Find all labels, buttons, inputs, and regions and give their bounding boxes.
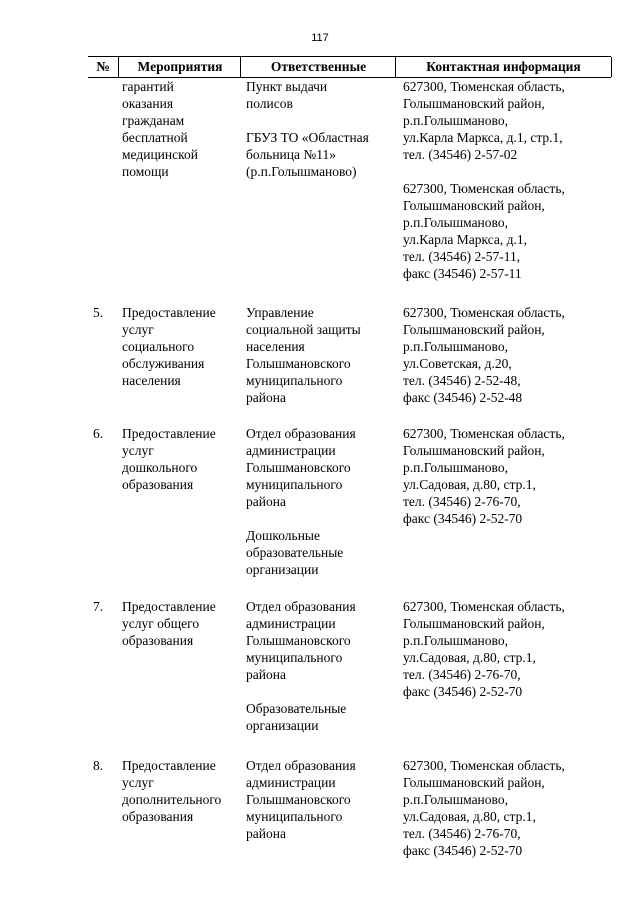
activity-line: Предоставление: [122, 758, 216, 773]
row-contacts: [403, 78, 565, 299]
contact-entry: [403, 304, 565, 406]
contact-line: 627300, Тюменская область,: [403, 599, 565, 614]
row-responsible: [246, 425, 356, 595]
contact-line: факс (34546) 2-52-70: [403, 843, 523, 858]
row-contacts: [403, 425, 565, 544]
responsible-entry: [246, 78, 369, 112]
row-contacts: [403, 757, 565, 876]
responsible-line: Голышмановского: [246, 356, 351, 371]
contact-line: Голышмановский район,: [403, 96, 545, 111]
responsible-line: Пункт выдачи: [246, 79, 328, 94]
contact-line: тел. (34546) 2-57-11,: [403, 249, 521, 264]
contact-entry: [403, 598, 565, 700]
responsible-line: Образовательные: [246, 701, 347, 716]
contact-line: тел. (34546) 2-52-48,: [403, 373, 521, 388]
responsible-line: Управление: [246, 305, 314, 320]
responsible-line: Голышмановского: [246, 633, 351, 648]
responsible-entry: [246, 700, 356, 734]
responsible-line: населения: [246, 339, 305, 354]
contact-line: 627300, Тюменская область,: [403, 181, 565, 196]
responsible-line: администрации: [246, 443, 336, 458]
responsible-line: организации: [246, 562, 319, 577]
activity-line: дополнительного: [122, 792, 222, 807]
contact-line: р.п.Голышманово,: [403, 113, 508, 128]
contact-line: ул.Садовая, д.80, стр.1,: [403, 650, 536, 665]
contact-line: Голышмановский район,: [403, 198, 545, 213]
responsible-line: ГБУЗ ТО «Областная: [246, 130, 369, 145]
activity-line: услуг: [122, 322, 154, 337]
responsible-line: (р.п.Голышманово): [246, 164, 357, 179]
activity-line: социального: [122, 339, 195, 354]
responsible-line: Отдел образования: [246, 599, 356, 614]
header-num: №: [96, 59, 110, 74]
activity-line: оказания: [122, 96, 174, 111]
contact-line: факс (34546) 2-52-48: [403, 390, 523, 405]
responsible-entry: [246, 527, 356, 578]
responsible-line: муниципального: [246, 650, 343, 665]
responsible-line: района: [246, 390, 286, 405]
activity-line: гражданам: [122, 113, 185, 128]
responsible-entry: [246, 304, 361, 406]
contact-line: Голышмановский район,: [403, 616, 545, 631]
contact-line: р.п.Голышманово,: [403, 215, 508, 230]
contact-line: ул.Садовая, д.80, стр.1,: [403, 809, 536, 824]
activity-line: бесплатной: [122, 130, 188, 145]
header-responsible: Ответственные: [240, 57, 396, 77]
contact-entry: [403, 425, 565, 527]
activity-line: Предоставление: [122, 426, 216, 441]
contact-line: р.п.Голышманово,: [403, 460, 508, 475]
contact-entry: [403, 180, 565, 282]
activity-line: Предоставление: [122, 305, 216, 320]
responsible-line: района: [246, 826, 286, 841]
activity-line: обслуживания: [122, 356, 205, 371]
responsible-line: муниципального: [246, 373, 343, 388]
responsible-line: Отдел образования: [246, 758, 356, 773]
contact-line: факс (34546) 2-52-70: [403, 684, 523, 699]
responsible-line: Голышмановского: [246, 460, 351, 475]
contact-line: факс (34546) 2-57-11: [403, 266, 522, 281]
responsible-line: района: [246, 494, 286, 509]
contact-line: тел. (34546) 2-76-70,: [403, 494, 521, 509]
activity-line: образования: [122, 477, 194, 492]
responsible-line: администрации: [246, 616, 336, 631]
row-number: 5.: [93, 305, 104, 320]
responsible-line: муниципального: [246, 809, 343, 824]
row-activity: [122, 598, 216, 649]
responsible-entry: [246, 129, 369, 180]
responsible-line: полисов: [246, 96, 293, 111]
row-number: 8.: [93, 758, 104, 773]
activity-line: дошкольного: [122, 460, 198, 475]
row-activity: [122, 425, 216, 493]
activity-line: образования: [122, 633, 194, 648]
row-responsible: [246, 757, 356, 859]
header-activity: Мероприятия: [118, 57, 241, 77]
contact-line: тел. (34546) 2-76-70,: [403, 667, 521, 682]
table-header: [88, 56, 611, 78]
contact-line: тел. (34546) 2-76-70,: [403, 826, 521, 841]
contact-line: Голышмановский район,: [403, 322, 545, 337]
contact-line: р.п.Голышманово,: [403, 339, 508, 354]
responsible-line: Дошкольные: [246, 528, 320, 543]
activity-line: населения: [122, 373, 181, 388]
activity-line: Предоставление: [122, 599, 216, 614]
responsible-line: социальной защиты: [246, 322, 361, 337]
contact-line: р.п.Голышманово,: [403, 792, 508, 807]
contact-line: ул.Карла Маркса, д.1, стр.1,: [403, 130, 563, 145]
contact-line: 627300, Тюменская область,: [403, 79, 565, 94]
row-number: 7.: [93, 599, 104, 614]
contact-line: ул.Советская, д.20,: [403, 356, 512, 371]
row-contacts: [403, 598, 565, 717]
row-responsible: [246, 304, 361, 423]
contact-line: Голышмановский район,: [403, 775, 545, 790]
contact-line: Голышмановский район,: [403, 443, 545, 458]
contact-entry: [403, 757, 565, 859]
page-number: 117: [311, 32, 329, 44]
responsible-line: муниципального: [246, 477, 343, 492]
responsible-entry: [246, 425, 356, 510]
responsible-line: района: [246, 667, 286, 682]
contact-line: ул.Карла Маркса, д.1,: [403, 232, 527, 247]
contact-line: 627300, Тюменская область,: [403, 758, 565, 773]
contact-line: тел. (34546) 2-57-02: [403, 147, 518, 162]
responsible-line: больница №11»: [246, 147, 337, 162]
contact-line: 627300, Тюменская область,: [403, 426, 565, 441]
row-responsible: [246, 78, 369, 197]
responsible-entry: [246, 598, 356, 683]
activity-line: гарантий: [122, 79, 174, 94]
responsible-line: образовательные: [246, 545, 344, 560]
responsible-line: Голышмановского: [246, 792, 351, 807]
row-contacts: [403, 304, 565, 423]
row-activity: [122, 78, 198, 180]
responsible-line: Отдел образования: [246, 426, 356, 441]
activity-line: помощи: [122, 164, 169, 179]
activity-line: образования: [122, 809, 194, 824]
row-number: 6.: [93, 426, 104, 441]
contact-line: 627300, Тюменская область,: [403, 305, 565, 320]
contact-line: ул.Садовая, д.80, стр.1,: [403, 477, 536, 492]
contact-line: р.п.Голышманово,: [403, 633, 508, 648]
responsible-line: организации: [246, 718, 319, 733]
header-contacts: Контактная информация: [395, 57, 612, 77]
contact-entry: [403, 78, 565, 163]
row-activity: [122, 304, 216, 389]
responsible-entry: [246, 757, 356, 842]
responsible-line: администрации: [246, 775, 336, 790]
row-activity: [122, 757, 221, 825]
activity-line: медицинской: [122, 147, 198, 162]
row-responsible: [246, 598, 356, 751]
activity-line: услуг общего: [122, 616, 200, 631]
activity-line: услуг: [122, 443, 154, 458]
activity-line: услуг: [122, 775, 154, 790]
contact-line: факс (34546) 2-52-70: [403, 511, 523, 526]
